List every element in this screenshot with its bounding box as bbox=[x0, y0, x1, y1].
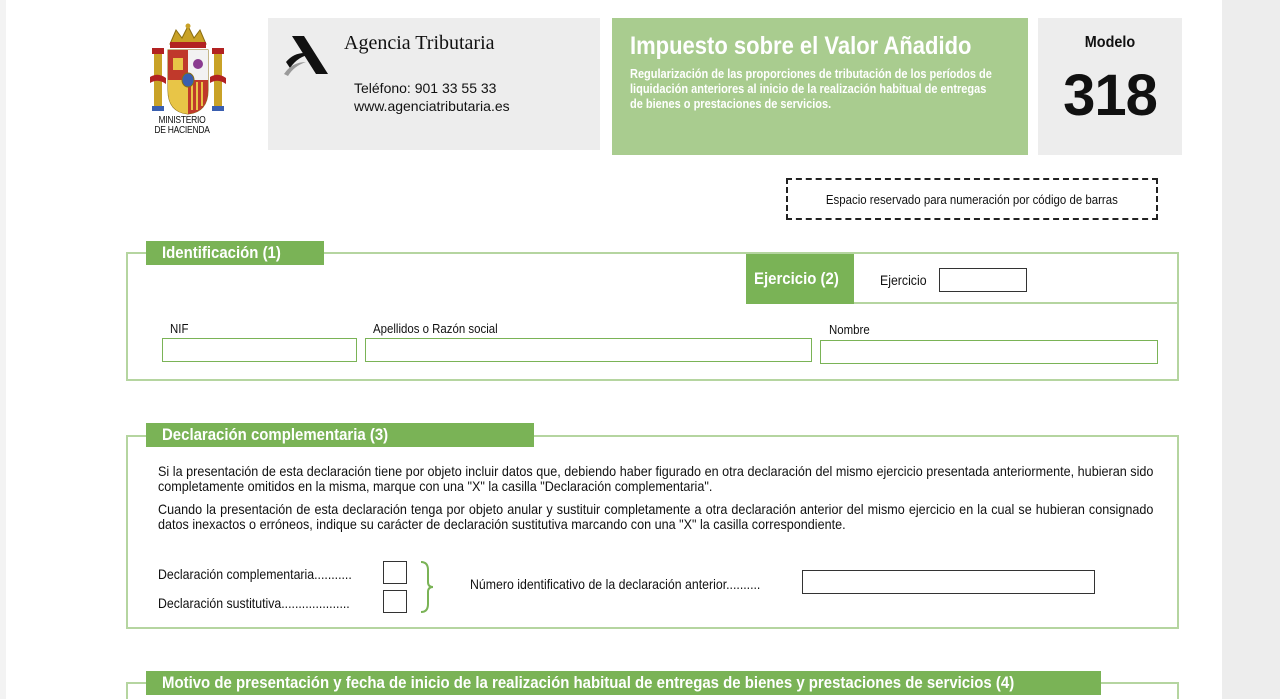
sustitutiva-checkbox-label: Declaración sustitutiva.................... bbox=[158, 595, 350, 611]
coat-of-arms-icon bbox=[148, 22, 238, 120]
ejercicio-label: Ejercicio bbox=[880, 272, 927, 288]
complementaria-checkbox[interactable] bbox=[383, 561, 407, 584]
numero-identificativo-label: Número identificativo de la declaración anterior.......... bbox=[470, 576, 761, 592]
apellidos-input[interactable] bbox=[365, 338, 812, 362]
nif-input[interactable] bbox=[162, 338, 357, 362]
complementaria-checkbox-label: Declaración complementaria........... bbox=[158, 566, 352, 582]
agency-name: Agencia Tributaria bbox=[344, 32, 495, 54]
complementaria-paragraph-1: Si la presentación de esta declaración tiene por objeto incluir datos que, debiendo haber figurado en otra declaración del mismo ejercicio presentada anteriormente, hubieran sido completamente omitidos en la misma, marque con una "X" la casilla "Declaración complementaria". bbox=[158, 463, 1154, 494]
page-right-margin bbox=[1222, 0, 1280, 699]
brace-icon bbox=[418, 560, 436, 614]
agencia-tributaria-logo-icon bbox=[282, 32, 330, 78]
tax-subtitle: Regularización de las proporciones de tributación de los períodos de liquidación anteriores al inicio de la realización habitual de entregas de bienes o prestaciones de servicios. bbox=[630, 67, 992, 111]
modelo-box bbox=[1038, 18, 1182, 155]
ejercicio-input[interactable] bbox=[939, 268, 1027, 292]
barcode-reserved-space bbox=[786, 178, 1158, 220]
tax-title: Impuesto sobre el Valor Añadido bbox=[630, 32, 972, 60]
ministry-name bbox=[148, 116, 216, 136]
nif-label: NIF bbox=[170, 321, 189, 336]
agency-info-box bbox=[268, 18, 600, 150]
numero-identificativo-input[interactable] bbox=[802, 570, 1095, 594]
agency-website: www.agenciatributaria.es bbox=[354, 98, 510, 114]
ejercicio-tab: Ejercicio (2) bbox=[746, 254, 854, 304]
identificacion-tab: Identificación (1) bbox=[146, 241, 324, 265]
modelo-label: Modelo bbox=[1084, 34, 1136, 51]
tax-title-box bbox=[612, 18, 1028, 155]
ministry-crest bbox=[148, 22, 238, 146]
sustitutiva-checkbox[interactable] bbox=[383, 590, 407, 613]
complementaria-paragraph-2: Cuando la presentación de esta declaración tenga por objeto anular y sustituir completamente a otra declaración anterior del mismo ejercicio en la cual se hubieran consignado datos inexactos o erróneos, indique su carácter de declaración sustitutiva marcando con una "X" la casilla correspondiente. bbox=[158, 501, 1154, 532]
motivo-tab: Motivo de presentación y fecha de inicio de la realización habitual de entregas de bienes y prestaciones de servicios (4) bbox=[146, 671, 1101, 695]
barcode-label: Espacio reservado para numeración por código de barras bbox=[826, 191, 1118, 207]
apellidos-label: Apellidos o Razón social bbox=[373, 321, 498, 336]
agency-phone: Teléfono: 901 33 55 33 bbox=[354, 80, 497, 96]
nombre-label: Nombre bbox=[829, 322, 870, 337]
ministry-name-line1: MINISTERIO bbox=[158, 115, 206, 126]
nombre-input[interactable] bbox=[820, 340, 1158, 364]
ministry-name-line2: DE HACIENDA bbox=[154, 125, 210, 136]
page-left-margin bbox=[0, 0, 6, 699]
complementaria-tab: Declaración complementaria (3) bbox=[146, 423, 534, 447]
modelo-number: 318 bbox=[1063, 63, 1157, 128]
